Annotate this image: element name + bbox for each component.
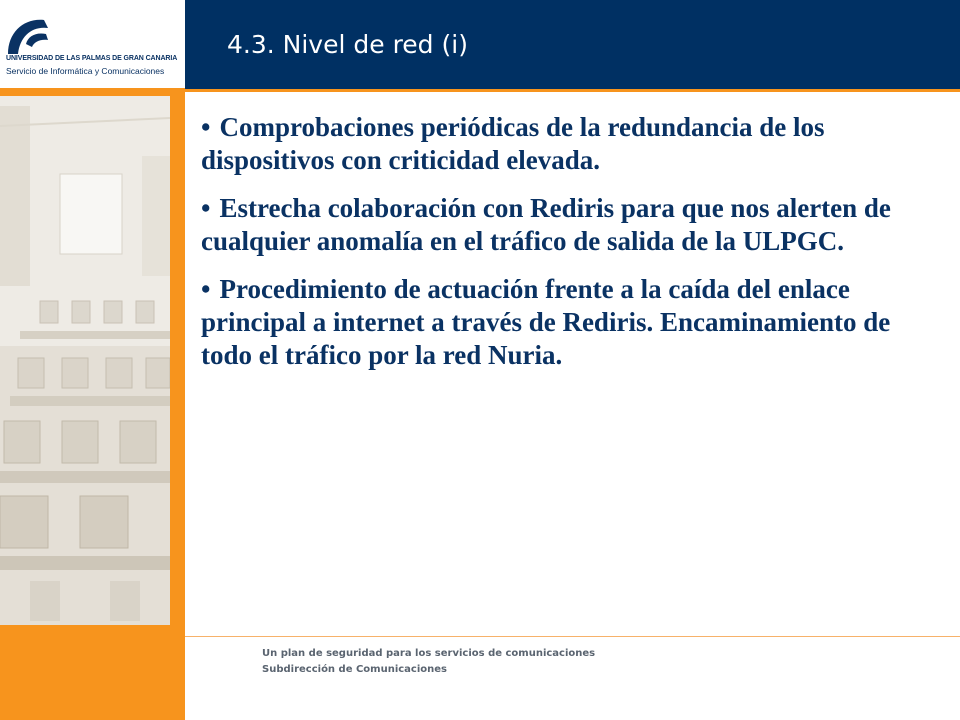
bullet-marker: •	[201, 193, 211, 223]
university-name: UNIVERSIDAD DE LAS PALMAS DE GRAN CANARIA	[6, 55, 178, 62]
bullet-marker: •	[201, 274, 211, 304]
bullet-text: Procedimiento de actuación frente a la caída del enlace principal a internet a través de Rediris. Encaminamiento de todo el tráfico por la red Nuria.	[201, 274, 891, 370]
computer-lab-photo	[0, 96, 170, 625]
bullet-list	[201, 111, 901, 387]
bullet-marker: •	[201, 112, 211, 142]
footer-presentation-title: Un plan de seguridad para los servicios de comunicaciones	[262, 648, 596, 659]
footer-divider	[185, 636, 960, 637]
department-name: Servicio de Informática y Comunicaciones	[6, 66, 165, 76]
bullet-item	[201, 273, 901, 372]
bullet-item	[201, 111, 901, 177]
footer-department: Subdirección de Comunicaciones	[262, 664, 448, 675]
bullet-text: Estrecha colaboración con Rediris para que nos alerten de cualquier anomalía en el tráfico de salida de la ULPGC.	[201, 193, 891, 256]
lab-photo-illustration	[0, 96, 170, 625]
bullet-text: Comprobaciones periódicas de la redundancia de los dispositivos con criticidad elevada.	[201, 112, 825, 175]
header-divider	[185, 89, 960, 92]
university-logo	[0, 0, 185, 88]
ulpgc-logo-icon	[4, 14, 52, 58]
slide-title: 4.3. Nivel de red (i)	[227, 30, 468, 59]
orange-sidebar	[0, 0, 185, 720]
bullet-item	[201, 192, 901, 258]
